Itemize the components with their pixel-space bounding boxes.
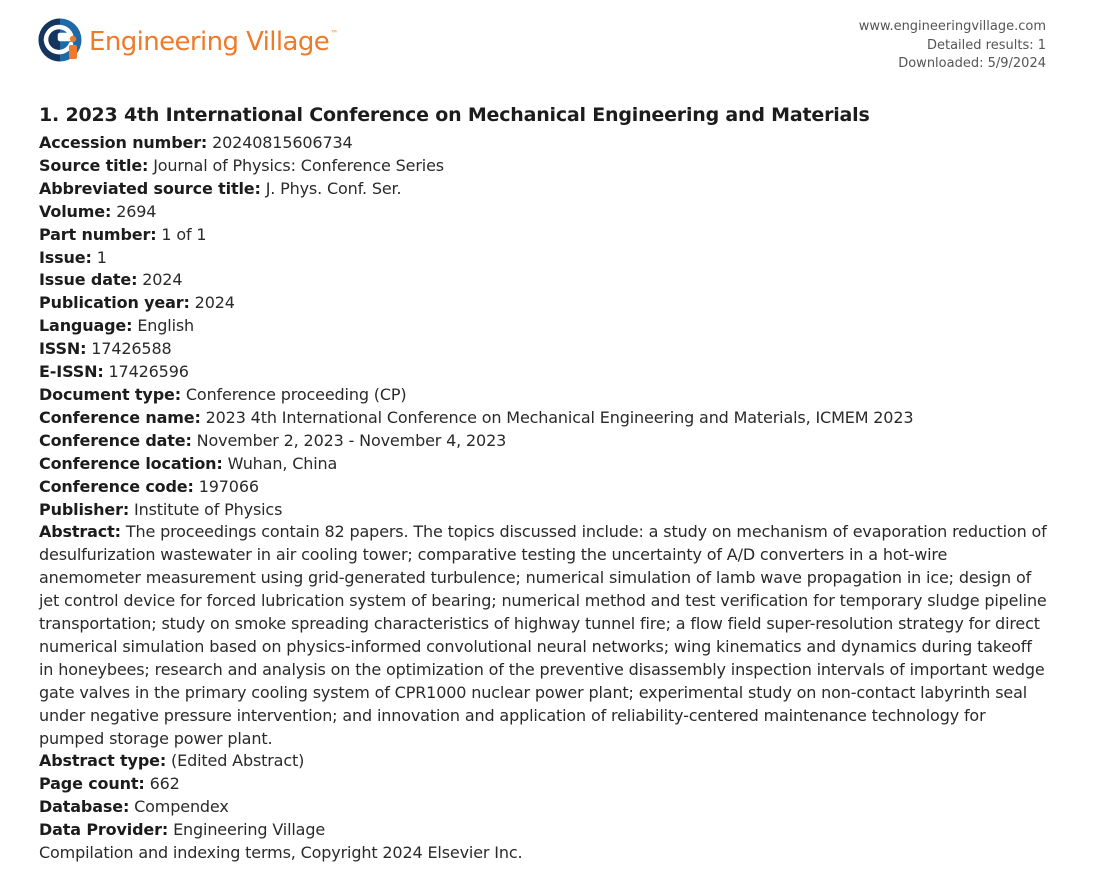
- field-value: Engineering Village: [173, 820, 326, 840]
- field-value: November 2, 2023 - November 4, 2023: [196, 430, 507, 450]
- field-issue-date: [39, 269, 1049, 292]
- field-label: Publication year:: [39, 293, 190, 313]
- field-e-issn: [39, 361, 1049, 384]
- trademark-symbol: ™: [330, 29, 339, 38]
- engineering-village-logo: [38, 18, 338, 62]
- download-date: Downloaded: 5/9/2024: [898, 56, 1046, 71]
- field-value: 2024: [194, 293, 235, 313]
- field-label: Document type:: [39, 384, 181, 404]
- record-content: [39, 102, 1049, 865]
- field-label: Page count:: [39, 774, 145, 794]
- field-label: Volume:: [39, 201, 112, 221]
- field-value: Institute of Physics: [134, 499, 283, 519]
- logo-wordmark: [89, 27, 338, 57]
- field-database: [39, 796, 1049, 819]
- field-label: Publisher:: [39, 499, 130, 519]
- field-publication-year: [39, 292, 1049, 315]
- field-abstract: [39, 521, 1049, 750]
- field-abbreviated-source-title: [39, 178, 1049, 201]
- field-value: 20240815606734: [212, 133, 353, 152]
- field-volume: [39, 201, 1049, 224]
- field-label: Abbreviated source title:: [39, 178, 261, 198]
- field-source-title: [39, 155, 1049, 178]
- logo-text: Engineering Village: [89, 27, 330, 57]
- field-value: 197066: [198, 476, 259, 496]
- site-url: www.engineeringvillage.com: [858, 19, 1046, 34]
- field-label: Issue:: [39, 247, 92, 267]
- field-label: Database:: [39, 797, 130, 817]
- copyright-notice: Compilation and indexing terms, Copyright 2024 Elsevier Inc.: [39, 843, 523, 863]
- field-label: ISSN:: [39, 339, 87, 359]
- page-header: [0, 0, 1093, 90]
- field-data-provider: [39, 819, 1049, 842]
- field-value: 2694: [116, 201, 157, 221]
- field-publisher: [39, 499, 1049, 522]
- field-label: Part number:: [39, 224, 157, 244]
- field-label: Conference location:: [39, 453, 223, 473]
- field-value: Journal of Physics: Conference Series: [153, 155, 444, 175]
- field-value: (Edited Abstract): [171, 751, 305, 771]
- field-label: Issue date:: [39, 270, 138, 290]
- field-label: E-ISSN:: [39, 362, 104, 382]
- field-label: Abstract type:: [39, 751, 167, 771]
- field-conference-location: [39, 453, 1049, 476]
- field-label: Source title:: [39, 155, 149, 175]
- field-page-count: [39, 773, 1049, 796]
- field-issue: [39, 247, 1049, 270]
- field-value: 1: [96, 247, 107, 267]
- field-conference-date: [39, 430, 1049, 453]
- field-value: 2024: [142, 270, 183, 290]
- field-value: Conference proceeding (CP): [185, 384, 407, 404]
- field-value: 17426588: [91, 339, 172, 359]
- field-value: Compendex: [134, 797, 229, 817]
- field-conference-name: [39, 407, 1049, 430]
- field-label: Abstract:: [39, 522, 121, 542]
- field-abstract-type: [39, 750, 1049, 773]
- field-language: [39, 315, 1049, 338]
- field-value: J. Phys. Conf. Ser.: [265, 178, 402, 198]
- download-meta: [859, 18, 1046, 74]
- field-label: Conference date:: [39, 430, 192, 450]
- field-value: 17426596: [108, 362, 189, 382]
- field-label: Conference name:: [39, 407, 201, 427]
- field-value: 1 of 1: [161, 224, 207, 244]
- record-fields: [39, 132, 1049, 865]
- field-label: Language:: [39, 316, 133, 336]
- field-document-type: [39, 384, 1049, 407]
- abstract-text: The proceedings contain 82 papers. The topics discussed include: a study on mechanism of evaporation reduction of desulfurization wastewater in air cooling tower; comparative testing the uncertainty of A/D converters in a hot-wire anemometer measurement using grid-generated turbulence; numerical simulation of lamb wave propagation in ice; design of jet control device for forced lubrication system of bearing; numerical method and test verification for temporary sludge pipeline transportation; study on smoke spreading characteristics of highway tunnel fire; a flow field super-resolution strategy for direct numerical simulation based on physics-informed convolutional neural networks; wing kinematics and dynamics during takeoff in honeybees; research and analysis on the optimization of the preventive disassembly inspection intervals of important wedge gate valves in the primary cooling system of CPR1000 nuclear power plant; experimental study on non-contact labyrinth seal under negative pressure intervention; and innovation and application of reliability-centered maintenance technology for pumped storage power plant.: [39, 522, 1047, 748]
- field-conference-code: [39, 476, 1049, 499]
- field-value: English: [137, 316, 195, 336]
- field-label: Conference code:: [39, 476, 194, 496]
- field-value: Wuhan, China: [227, 453, 338, 473]
- field-part-number: [39, 224, 1049, 247]
- detailed-results-count: Detailed results: 1: [926, 37, 1046, 53]
- field-value: 662: [149, 774, 180, 794]
- field-issn: [39, 338, 1049, 361]
- field-label: Data Provider:: [39, 820, 169, 840]
- ev-logo-icon: [38, 18, 82, 62]
- field-accession-number: [39, 132, 1049, 155]
- field-value: 2023 4th International Conference on Mechanical Engineering and Materials, ICMEM 2023: [205, 407, 914, 427]
- record-title: 1. 2023 4th International Conference on Mechanical Engineering and Materials: [39, 104, 870, 126]
- field-label: Accession number:: [39, 133, 208, 152]
